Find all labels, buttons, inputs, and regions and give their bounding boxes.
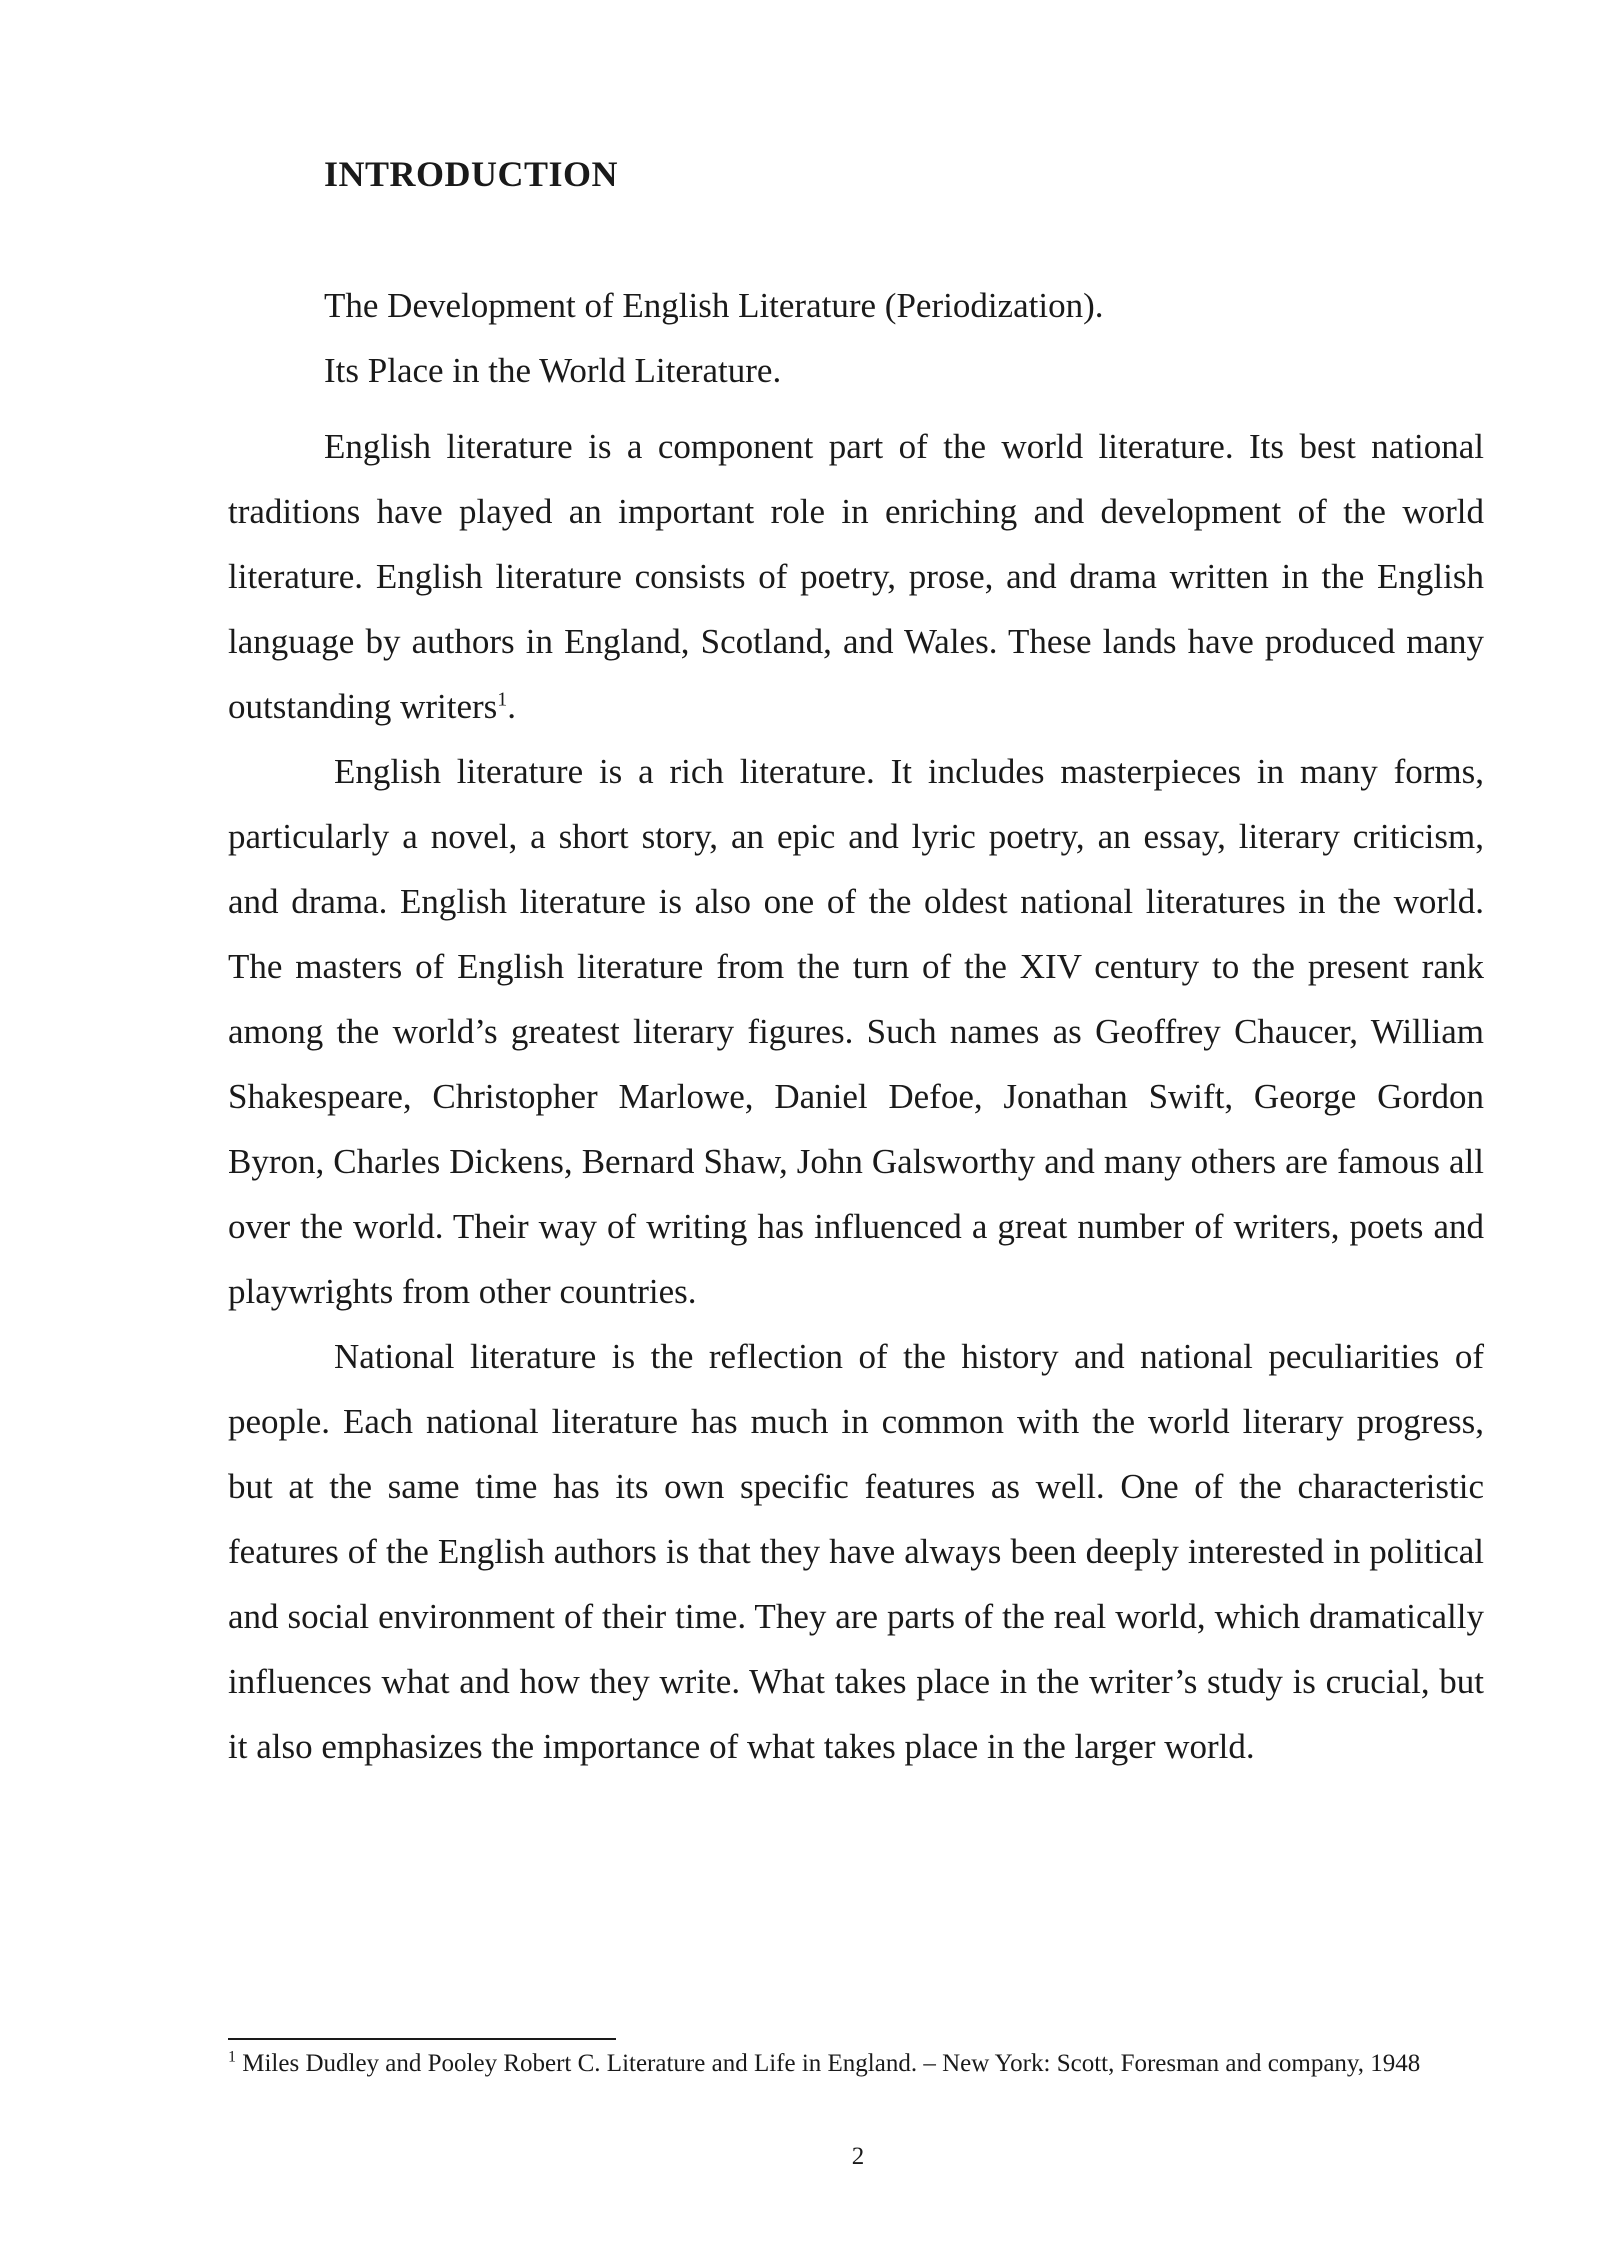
paragraph-3: National literature is the reflection of the history and national peculiarities of people. Each national literature has much in common with the world literary progress, but at the same time has its own specific features as well. One of the characteristic features of the English authors is that they have always been deeply interested in political and social environment of their time. They are parts of the real world, which dramatically influences what and how they write. What takes place in the writer’s study is crucial, but it also emphasizes the importance of what takes place in the larger world. [228, 1337, 1484, 1766]
section-heading: INTRODUCTION [324, 154, 619, 194]
paragraph-1-text: English literature is a component part of the world literature. Its best national traditions have played an important role in enriching and development of the world literature. English literature consists of poetry, prose, and drama written in the English language by authors in England, Scotland, and Wales. These lands have produced many outstanding writers [228, 427, 1484, 726]
paragraph-1-end: . [507, 687, 517, 726]
footnote-reference[interactable]: 1 [497, 688, 508, 711]
page-number: 2 [851, 2143, 865, 2170]
subtitle-world-place: Its Place in the World Literature. [324, 351, 782, 390]
subtitle-development: The Development of English Literature (Periodization). [324, 286, 1104, 325]
footnote [228, 2048, 1484, 2079]
paragraph-1 [228, 414, 1484, 739]
footnote-separator [228, 2038, 616, 2040]
paragraph-2: English literature is a rich literature. It includes masterpieces in many forms, particularly a novel, a short story, an epic and lyric poetry, an essay, literary criticism, and drama. English literature is also one of the oldest national literatures in the world. The masters of English literature from the turn of the XIV century to the present rank among the world’s greatest literary figures. Such names as Geoffrey Chaucer, William Shakespeare, Christopher Marlowe, Daniel Defoe, Jonathan Swift, George Gordon Byron, Charles Dickens, Bernard Shaw, John Galsworthy and many others are famous all over the world. Their way of writing has influenced a great number of writers, poets and playwrights from other countries. [228, 752, 1484, 1311]
footnote-marker: 1 [228, 2048, 236, 2066]
footnote-text: Miles Dudley and Pooley Robert C. Literature and Life in England. – New York: Scott, Foresman and company, 1948 [236, 2050, 1421, 2077]
body-text [228, 414, 1484, 1779]
